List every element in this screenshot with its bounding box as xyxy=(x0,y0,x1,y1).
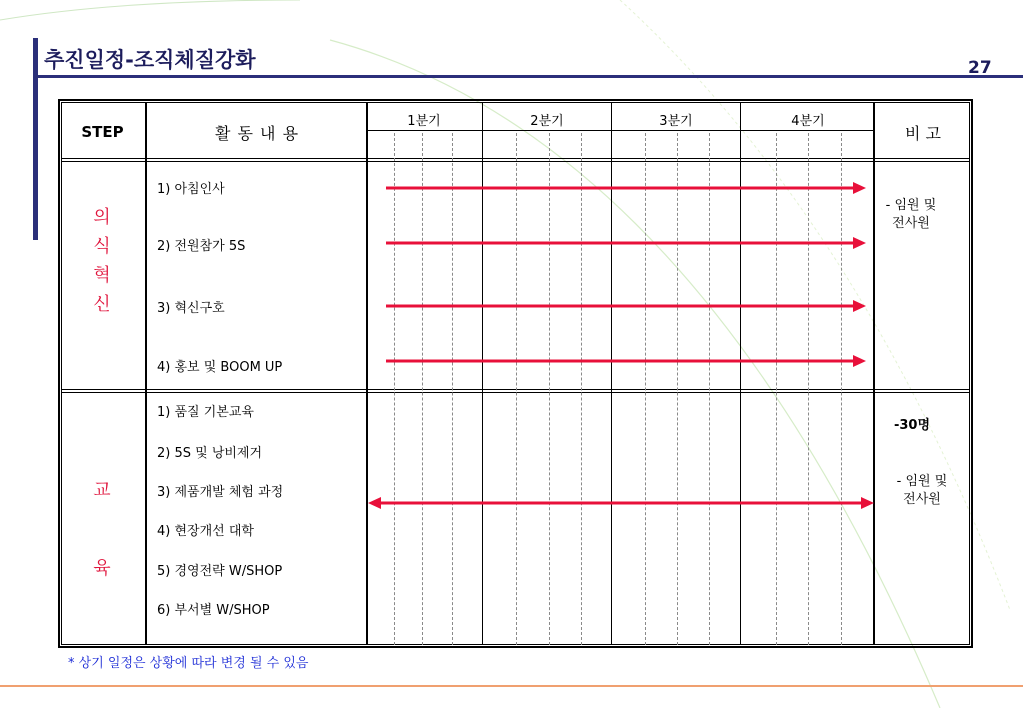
bottom-rule xyxy=(0,685,1023,687)
header-note: 비 고 xyxy=(905,123,941,143)
header-quarter-1: 1분기 xyxy=(407,114,441,129)
month-line xyxy=(808,133,809,645)
col-line-q3 xyxy=(740,102,741,645)
month-line xyxy=(677,133,678,645)
activity-item: 6) 부서별 W/SHOP xyxy=(157,603,270,618)
note-text: - 임원 및 전사원 xyxy=(896,474,948,507)
note-text: - 임원 및 전사원 xyxy=(885,198,937,231)
page-title: 추진일정-조직체질강화 xyxy=(44,48,256,72)
month-line xyxy=(452,133,453,645)
col-line-note xyxy=(873,102,875,645)
month-line xyxy=(581,133,582,645)
col-line-q2 xyxy=(611,102,612,645)
footnote: * 상기 일정은 상황에 따라 변경 될 수 있음 xyxy=(68,656,309,671)
activity-item: 1) 아침인사 xyxy=(157,182,225,197)
quarter-header-rule xyxy=(367,130,874,131)
activity-item: 5) 경영전략 W/SHOP xyxy=(157,564,283,579)
month-line xyxy=(516,133,517,645)
col-line-activity xyxy=(366,102,368,645)
month-line xyxy=(645,133,646,645)
month-line xyxy=(709,133,710,645)
month-line xyxy=(841,133,842,645)
header-quarter-2: 2분기 xyxy=(530,114,564,129)
month-line xyxy=(422,133,423,645)
month-line xyxy=(549,133,550,645)
activity-item: 2) 5S 및 낭비제거 xyxy=(157,446,263,461)
header-quarter-3: 3분기 xyxy=(659,114,693,129)
title-underline xyxy=(33,75,1023,78)
month-line xyxy=(394,133,395,645)
title-accent-bar xyxy=(33,38,38,240)
header-quarter-4: 4분기 xyxy=(791,114,825,129)
note-text: -30명 xyxy=(893,418,931,433)
activity-item: 2) 전원참가 5S xyxy=(157,239,246,254)
activity-item: 4) 현장개선 대학 xyxy=(157,524,254,539)
col-line-step xyxy=(145,102,147,645)
header-step: STEP xyxy=(81,123,124,141)
page-number: 27 xyxy=(968,58,992,78)
activity-item: 1) 품질 기본교육 xyxy=(157,405,254,420)
activity-item: 4) 홍보 및 BOOM UP xyxy=(157,360,283,375)
month-line xyxy=(776,133,777,645)
step-label-education: 교 육 xyxy=(93,480,111,579)
activity-item: 3) 혁신구호 xyxy=(157,301,225,316)
activity-item: 3) 제품개발 체험 과정 xyxy=(157,485,284,500)
col-line-q1 xyxy=(482,102,483,645)
step-label-awareness: 의 식 혁 신 xyxy=(93,207,111,315)
header-activity: 활 동 내 용 xyxy=(214,123,300,143)
